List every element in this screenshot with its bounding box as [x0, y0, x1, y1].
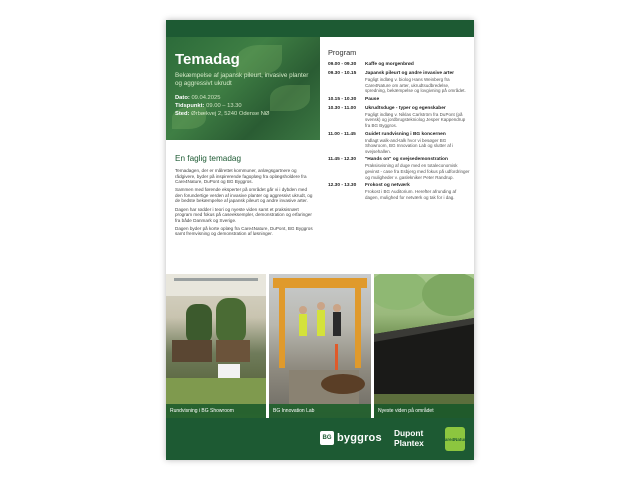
program-title: Pause [365, 96, 380, 102]
flyer [166, 20, 474, 460]
photo-showroom [166, 274, 266, 418]
hero-banner [166, 37, 320, 140]
intro-heading: En faglig temadag [175, 154, 241, 163]
intro-paragraph: Dagen byder på korte oplæg fra Care4Nature, DuPont, BG Byggros samt fremvisning og demonstration af løsninger. [175, 225, 313, 237]
program-item [328, 132, 470, 155]
showroom-illustration [166, 274, 266, 418]
page-title: Temadag [175, 51, 240, 68]
plantex-word: Plantex [394, 438, 424, 448]
fact-value: 09.00 – 13.30 [206, 103, 242, 109]
event-facts [175, 94, 314, 118]
program-desc: Fagligt indlæg v. Niklas Carlström fra DuPont (på svensk) og jordbrugstekniolog Jesper Kappendrup fra BG Byggros. [365, 111, 466, 128]
program-item [328, 97, 470, 103]
care4nature-logo: Care4Nature [445, 427, 465, 451]
photo-strip [166, 274, 474, 418]
fact-time [175, 102, 314, 110]
photo-caption: Nyeste viden på området [374, 404, 474, 418]
program-time: 09.00 - 09.30 [328, 62, 357, 67]
program-time: 11.00 - 11.45 [328, 131, 356, 137]
program-item [328, 62, 470, 68]
dupont-plantex-logo [394, 428, 424, 448]
fact-date [175, 94, 314, 102]
program-heading: Program [328, 48, 357, 57]
byggros-logo [320, 431, 382, 445]
program-item [328, 71, 470, 94]
bg-badge-icon: BG [320, 431, 334, 445]
program-time: 09.30 - 10.15 [328, 71, 357, 76]
fact-value: Ørbækvej 2, 5240 Odense NØ [191, 111, 270, 117]
fact-place [175, 110, 314, 118]
intro-paragraph: Sammen med førende eksperter på området går vi i dybden med den forundertige verden af invasive planter og aggressivt ukrudt, og de bedste bekæmpelse af japansk pileurt og andre invasive arter. [175, 187, 313, 204]
byggros-wordmark: byggros [337, 432, 382, 444]
fact-label: Sted: [175, 111, 190, 117]
program-title: Kaffe og morgenbrød [365, 62, 414, 67]
program-title: Frokost og netværk [365, 183, 410, 189]
intro-paragraph: Temadagen, der er målrettet kommuner, anlægsgartnere og rådgivere, byder på inspirerende fagoplæg fra oplægsholdere fra Care4Nature, DuPont og BG Byggros. [175, 168, 307, 185]
lab-illustration [269, 274, 371, 418]
program-desc: Frokost i BG Auditorium. Herefter afrunding af dagen, mulighed for netværk og tak for i dag. [365, 189, 457, 200]
program-item [328, 157, 470, 180]
top-strip [166, 20, 474, 37]
dupont-word: Dupont [394, 428, 424, 438]
photo-caption: BG Innovation Lab [269, 404, 371, 418]
program-time: 11.45 - 12.30 [328, 157, 357, 163]
fact-value: 09.04.2025 [191, 95, 221, 101]
fact-label: Dato: [175, 95, 190, 101]
program-title: "Hands on" og svejsedemonstration [365, 157, 448, 163]
program-title: Japansk pileurt og andre invasive arter [365, 71, 455, 76]
program-desc: Praksisvisning af duge med en totaleconomisk gevinst - case fra Esbjerg med fokus på udfordringer og muligheder v. gaslekniker Peter Randrup. [365, 163, 470, 180]
program-desc: Fagligt indlæg v. biolog Hans Weinberg fra Care4Nature om arter, ukrudtsudbredelse, spredning, bekæmpelse og lovgivning på området. [365, 77, 466, 94]
program-desc: Indlagt walk-and-talk hvor vi besøger BG Showroom, BG Innovation Lab og slutter af i svejsehallen. [365, 137, 454, 154]
hero-subtitle: Bekæmpelse af japansk pileurt, invasive planter og aggressivt ukrudt [175, 72, 309, 87]
intro-paragraph: Dagen har rødder i teori og nyeste viden samt et praksisnært program med fokus på caseeksempler, demonstration og erfaringer fra både Danmark og Sverige. [175, 206, 312, 223]
program-time: 10.30 - 11.00 [328, 105, 357, 111]
hero-content [175, 51, 314, 118]
fact-label: Tidspunkt: [175, 103, 205, 109]
field-illustration [374, 274, 474, 418]
photo-innovation-lab [269, 274, 371, 418]
program-title: Guidet rundvisning i BG koncernen [365, 131, 446, 137]
program-section [328, 48, 470, 203]
program-time: 12.30 - 13.30 [328, 183, 357, 189]
footer-bar [166, 418, 474, 460]
program-item [328, 183, 470, 200]
photo-caption: Rundvisning i BG Showroom [166, 404, 266, 418]
program-item [328, 106, 470, 129]
program-time: 10.15 - 10.30 [328, 96, 357, 102]
program-title: Ukrudtsduge - typer og egenskaber [365, 105, 446, 111]
intro-section [175, 154, 314, 240]
photo-newest-knowledge [374, 274, 474, 418]
